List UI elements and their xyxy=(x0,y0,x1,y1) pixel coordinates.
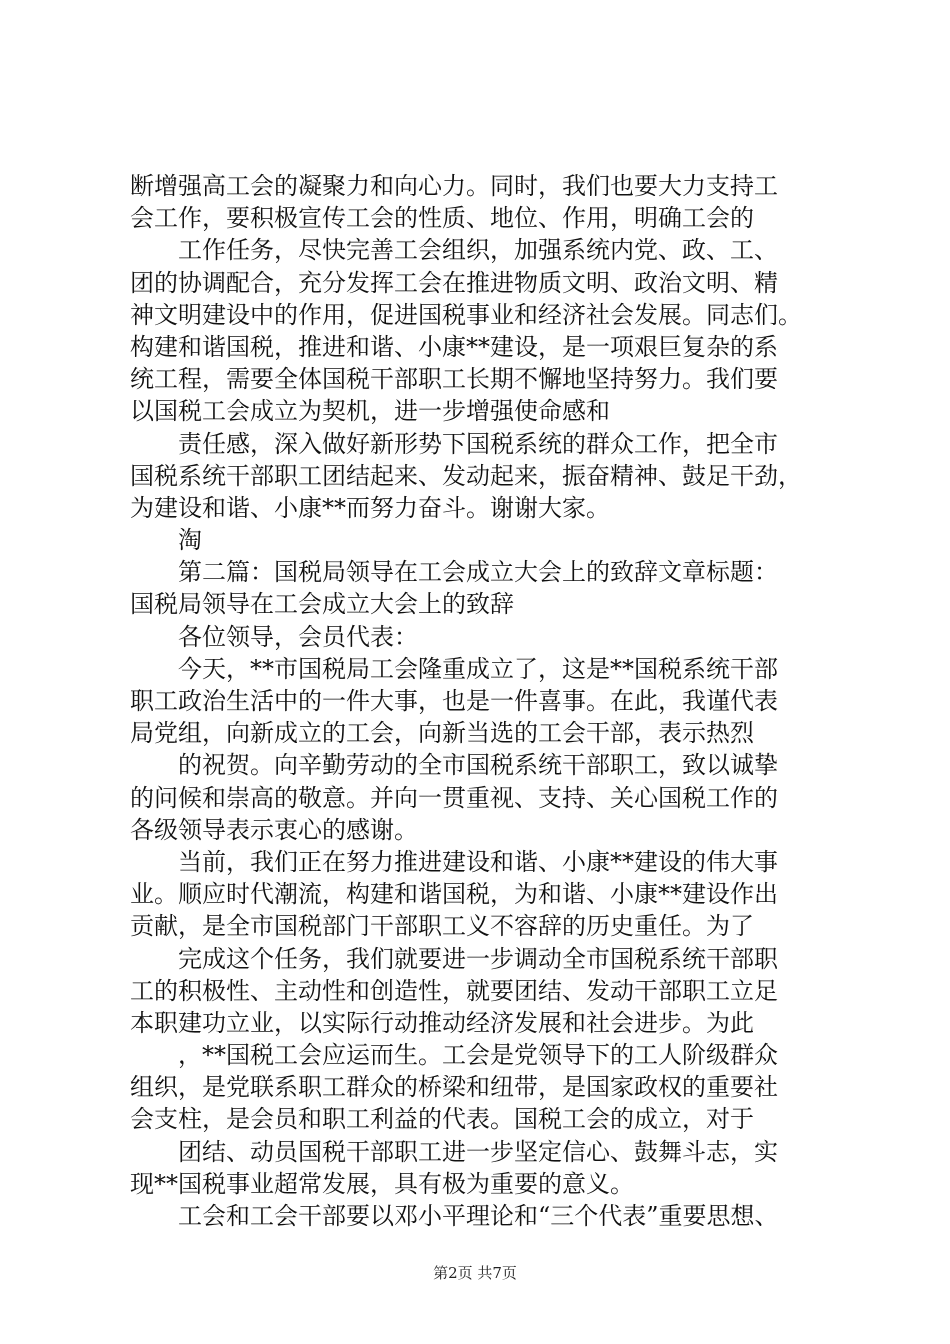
text-line: 完成这个任务，我们就要进一步调动全市国税系统干部职 xyxy=(178,944,778,973)
text-line: 的祝贺。向辛勤劳动的全市国税系统干部职工，致以诚挚 xyxy=(178,751,778,780)
text-line: 现**国税事业超常发展，具有极为重要的意义。 xyxy=(130,1169,634,1198)
text-line: 淘 xyxy=(178,526,202,555)
text-line: 第二篇：国税局领导在工会成立大会上的致辞文章标题： xyxy=(178,558,778,587)
text-line: 国税局领导在工会成立大会上的致辞 xyxy=(130,590,514,619)
text-line: 以国税工会成立为契机，进一步增强使命感和 xyxy=(130,397,610,426)
page-footer: 第2页 共7页 xyxy=(433,1264,517,1282)
text-line: 会工作，要积极宣传工会的性质、地位、作用，明确工会的 xyxy=(130,204,754,233)
text-line: 今天，**市国税局工会隆重成立了，这是**国税系统干部 xyxy=(178,654,778,683)
text-line: 会支柱，是会员和职工利益的代表。国税工会的成立，对于 xyxy=(130,1105,754,1134)
text-line: 组织，是党联系职工群众的桥梁和纽带，是国家政权的重要社 xyxy=(130,1073,778,1102)
text-line: 构建和谐国税，推进和谐、小康**建设，是一项艰巨复杂的系 xyxy=(130,332,778,361)
text-line: 国税系统干部职工团结起来、发动起来，振奋精神、鼓足干劲， xyxy=(130,461,802,490)
text-line: 的问候和崇高的敬意。并向一贯重视、支持、关心国税工作的 xyxy=(130,783,778,812)
text-line: 团结、动员国税干部职工进一步坚定信心、鼓舞斗志，实 xyxy=(178,1137,778,1166)
text-line: 为建设和谐、小康**而努力奋斗。谢谢大家。 xyxy=(130,493,610,522)
text-line: 职工政治生活中的一件大事，也是一件喜事。在此，我谨代表 xyxy=(130,687,778,715)
text-line: 工的积极性、主动性和创造性，就要团结、发动干部职工立足 xyxy=(130,976,778,1005)
text-line: 工作任务，尽快完善工会组织，加强系统内党、政、工、 xyxy=(178,236,778,265)
text-line: 各位领导，会员代表： xyxy=(178,622,418,651)
text-line: ，**国税工会应运而生。工会是党领导下的工人阶级群众 xyxy=(178,1041,778,1070)
text-line: 责任感，深入做好新形势下国税系统的群众工作，把全市 xyxy=(178,429,778,458)
text-line: 当前，我们正在努力推进建设和谐、小康**建设的伟大事 xyxy=(178,847,778,876)
text-line: 神文明建设中的作用，促进国税事业和经济社会发展。同志们。 xyxy=(130,300,802,329)
text-line: 局党组，向新成立的工会，向新当选的工会干部，表示热烈 xyxy=(130,719,754,748)
text-line: 贡献，是全市国税部门干部职工义不容辞的历史重任。为了 xyxy=(130,912,754,941)
text-line: 断增强高工会的凝聚力和向心力。同时，我们也要大力支持工 xyxy=(130,172,778,200)
text-line: 业。顺应时代潮流，构建和谐国税，为和谐、小康**建设作出 xyxy=(130,880,778,909)
text-line: 各级领导表示衷心的感谢。 xyxy=(130,815,418,844)
text-line: 团的协调配合，充分发挥工会在推进物质文明、政治文明、精 xyxy=(130,268,778,297)
text-line: 本职建功立业，以实际行动推动经济发展和社会进步。为此 xyxy=(130,1008,754,1037)
text-line: 统工程，需要全体国税干部职工长期不懈地坚持努力。我们要 xyxy=(130,365,778,394)
document-body xyxy=(130,170,850,1232)
text-line: 工会和工会干部要以邓小平理论和“三个代表”重要思想、 xyxy=(178,1202,779,1230)
